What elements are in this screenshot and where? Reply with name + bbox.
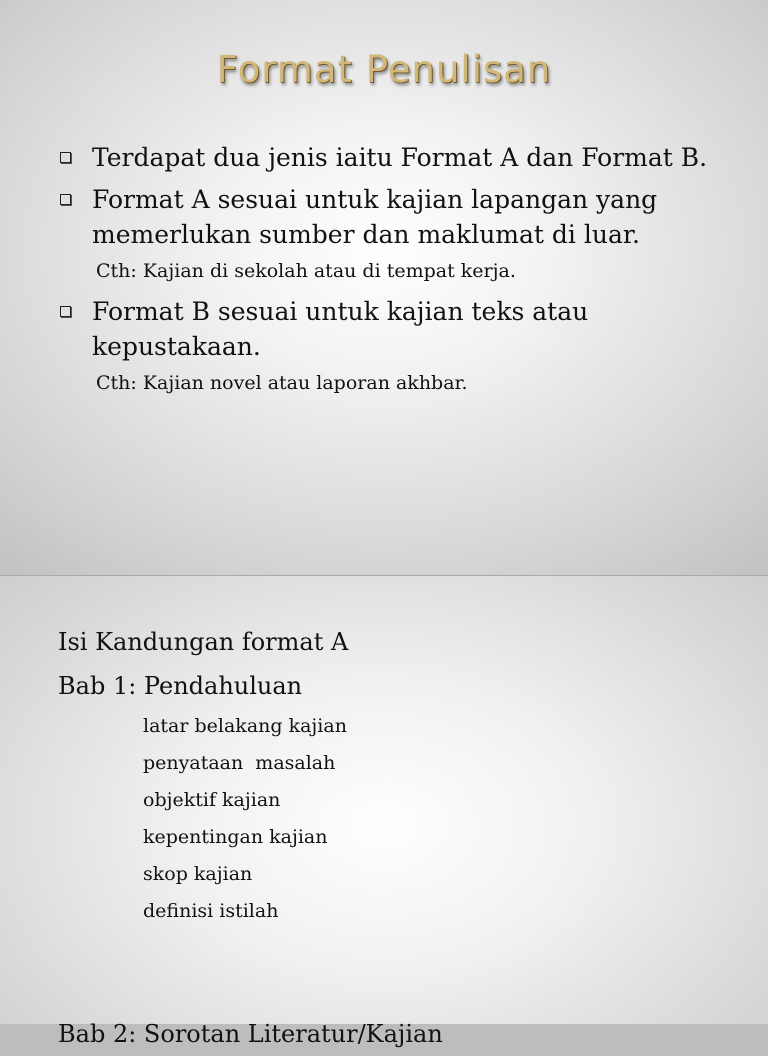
- bullet-example: Cth: Kajian di sekolah atau di tempat kerja.: [96, 260, 516, 282]
- list-item: latar belakang kajian: [143, 715, 347, 737]
- list-item: objektif kajian: [143, 789, 281, 811]
- chapter-1-title: Bab 1: Pendahuluan: [58, 672, 303, 700]
- bullet-text: Format A sesuai untuk kajian lapangan yang memerlukan sumber dan maklumat di luar.: [92, 185, 658, 249]
- square-bullet-icon: [60, 152, 71, 163]
- bullet-text: Format B sesuai untuk kajian teks atau kepustakaan.: [92, 297, 589, 361]
- bullet-item: [58, 294, 718, 364]
- slide-title: Format Penulisan: [216, 48, 552, 91]
- bullet-list: [58, 140, 718, 406]
- list-item: penyataan masalah: [143, 752, 336, 774]
- bullet-item: [58, 140, 718, 175]
- bullet-item: [58, 182, 718, 252]
- contents-block: [58, 620, 738, 1048]
- contents-heading: Isi Kandungan format A: [58, 628, 349, 656]
- chapter-1-items: [143, 708, 738, 930]
- square-bullet-icon: [60, 194, 71, 205]
- list-item: definisi istilah: [143, 900, 279, 922]
- chapter-2-title: Bab 2: Sorotan Literatur/Kajian: [58, 1020, 443, 1048]
- list-item: skop kajian: [143, 863, 253, 885]
- list-item: kepentingan kajian: [143, 826, 328, 848]
- square-bullet-icon: [60, 306, 71, 317]
- bullet-text: Terdapat dua jenis iaitu Format A dan Format B.: [92, 143, 708, 172]
- bullet-example: Cth: Kajian novel atau laporan akhbar.: [96, 372, 468, 394]
- slide-isi-kandungan: [0, 576, 768, 1048]
